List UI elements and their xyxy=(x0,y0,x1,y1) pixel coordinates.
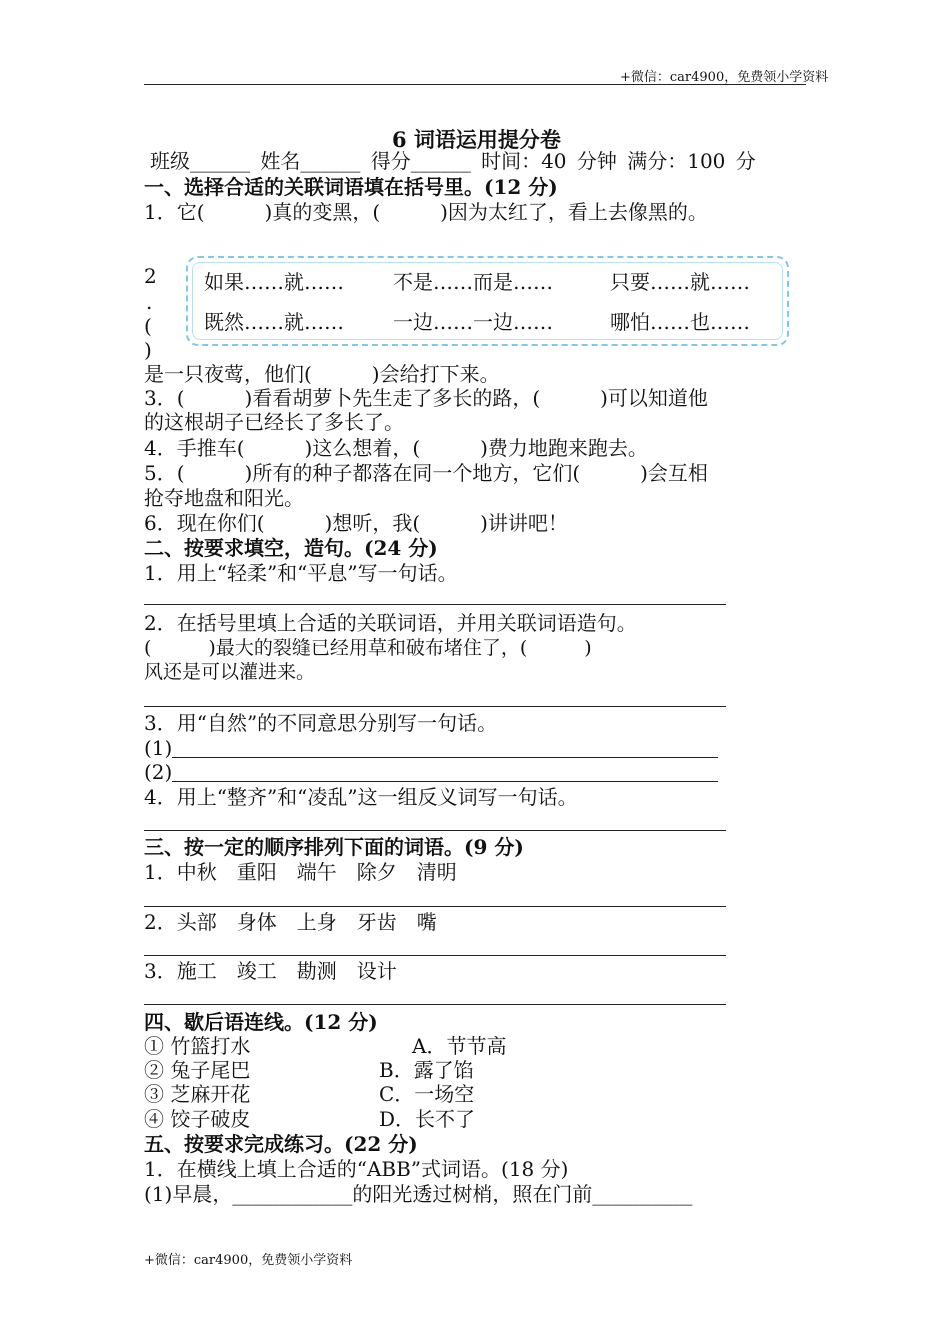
s2-question-2: 2．在括号里填上合适的关联词语，并用关联词语造句。 xyxy=(144,611,637,635)
answer-line[interactable] xyxy=(144,955,726,956)
idiom-left[interactable]: ④ 饺子破皮 xyxy=(144,1107,251,1131)
answer-line[interactable] xyxy=(144,830,726,831)
idiom-right[interactable]: D．长不了 xyxy=(379,1107,476,1131)
s1-question-1: 1．它( )真的变黑，( )因为太红了，看上去像黑的。 xyxy=(144,200,708,224)
word-choice: 哪怕……也…… xyxy=(610,310,750,334)
page-title: 6 词语运用提分卷 xyxy=(392,127,561,152)
idiom-left[interactable]: ② 兔子尾巴 xyxy=(144,1058,251,1082)
header-watermark: +微信：car4900，免费领小学资料 xyxy=(620,70,829,85)
s3-question-1: 1．中秋 重阳 端午 除夕 清明 xyxy=(144,860,457,884)
answer-line[interactable] xyxy=(172,757,718,758)
s1-question-5-line-2: 抢夺地盘和阳光。 xyxy=(144,486,304,510)
answer-line[interactable] xyxy=(144,706,726,707)
s1-q2-open-paren: ( xyxy=(144,314,152,338)
s1-question-6: 6．现在你们( )想听，我( )讲讲吧！ xyxy=(144,511,568,535)
s2-q3-label-1: (1) xyxy=(144,736,173,760)
s1-question-4: 4．手推车( )这么想着，( )费力地跑来跑去。 xyxy=(144,436,648,460)
s2-q3-label-2: (2) xyxy=(144,760,173,784)
s3-question-3: 3．施工 竣工 勘测 设计 xyxy=(144,959,397,983)
word-choice: 既然……就…… xyxy=(204,310,344,334)
s5-question-1: 1．在横线上填上合适的“ABB”式词语。(18 分) xyxy=(144,1157,569,1181)
answer-line[interactable] xyxy=(144,906,726,907)
idiom-left[interactable]: ① 竹篮打水 xyxy=(144,1034,251,1058)
s2-question-2-sentence-a: ( )最大的裂缝已经用草和破布堵住了，( ) xyxy=(144,637,592,659)
section-5-heading: 五、按要求完成练习。(22 分) xyxy=(144,1132,418,1156)
s1-question-5-line-1: 5．( )所有的种子都落在同一个地方，它们( )会互相 xyxy=(144,461,708,485)
s1-q2-close-paren: ) xyxy=(144,338,152,362)
idiom-left[interactable]: ③ 芝麻开花 xyxy=(144,1082,251,1106)
s1-question-3-line-2: 的这根胡子已经长了多长了。 xyxy=(144,410,404,434)
section-1-heading: 一、选择合适的关联词语填在括号里。(12 分) xyxy=(144,175,558,199)
idiom-right[interactable]: C．一场空 xyxy=(379,1082,475,1106)
idiom-right[interactable]: B．露了馅 xyxy=(379,1058,474,1082)
s2-question-2-sentence-b: 风还是可以灌进来。 xyxy=(144,661,316,683)
answer-line[interactable] xyxy=(144,604,726,605)
s1-q2-continued: 是一只夜莺，他们( )会给打下来。 xyxy=(144,362,500,386)
section-2-heading: 二、按要求填空，造句。(24 分) xyxy=(144,536,438,560)
word-choice: 不是……而是…… xyxy=(393,270,553,294)
footer-watermark: +微信：car4900，免费领小学资料 xyxy=(144,1253,353,1268)
exam-info: 班级______ 姓名______ 得分______ 时间：40 分钟 满分：100 分 xyxy=(150,149,756,173)
section-4-heading: 四、歇后语连线。(12 分) xyxy=(144,1010,378,1034)
word-choice: 如果……就…… xyxy=(204,270,344,294)
word-choice: 一边……一边…… xyxy=(393,310,553,334)
s1-q2-dot: . xyxy=(146,290,153,314)
idiom-right[interactable]: A．节节高 xyxy=(412,1034,507,1058)
answer-line[interactable] xyxy=(144,1004,726,1005)
word-choice: 只要……就…… xyxy=(610,270,750,294)
s5-question-1-item-1: (1)早晨，____________的阳光透过树梢，照在门前__________ xyxy=(144,1182,693,1206)
s2-question-1: 1．用上“轻柔”和“平息”写一句话。 xyxy=(144,561,458,585)
s2-question-4: 4．用上“整齐”和“凌乱”这一组反义词写一句话。 xyxy=(144,785,578,809)
s3-question-2: 2．头部 身体 上身 牙齿 嘴 xyxy=(144,910,437,934)
s1-q2-number: 2 xyxy=(144,264,157,288)
header-rule xyxy=(144,84,806,85)
answer-line[interactable] xyxy=(172,781,718,782)
section-3-heading: 三、按一定的顺序排列下面的词语。(9 分) xyxy=(144,835,524,859)
s1-question-3-line-1: 3．( )看看胡萝卜先生走了多长的路，( )可以知道他 xyxy=(144,386,708,410)
s2-question-3: 3．用“自然”的不同意思分别写一句话。 xyxy=(144,711,498,735)
